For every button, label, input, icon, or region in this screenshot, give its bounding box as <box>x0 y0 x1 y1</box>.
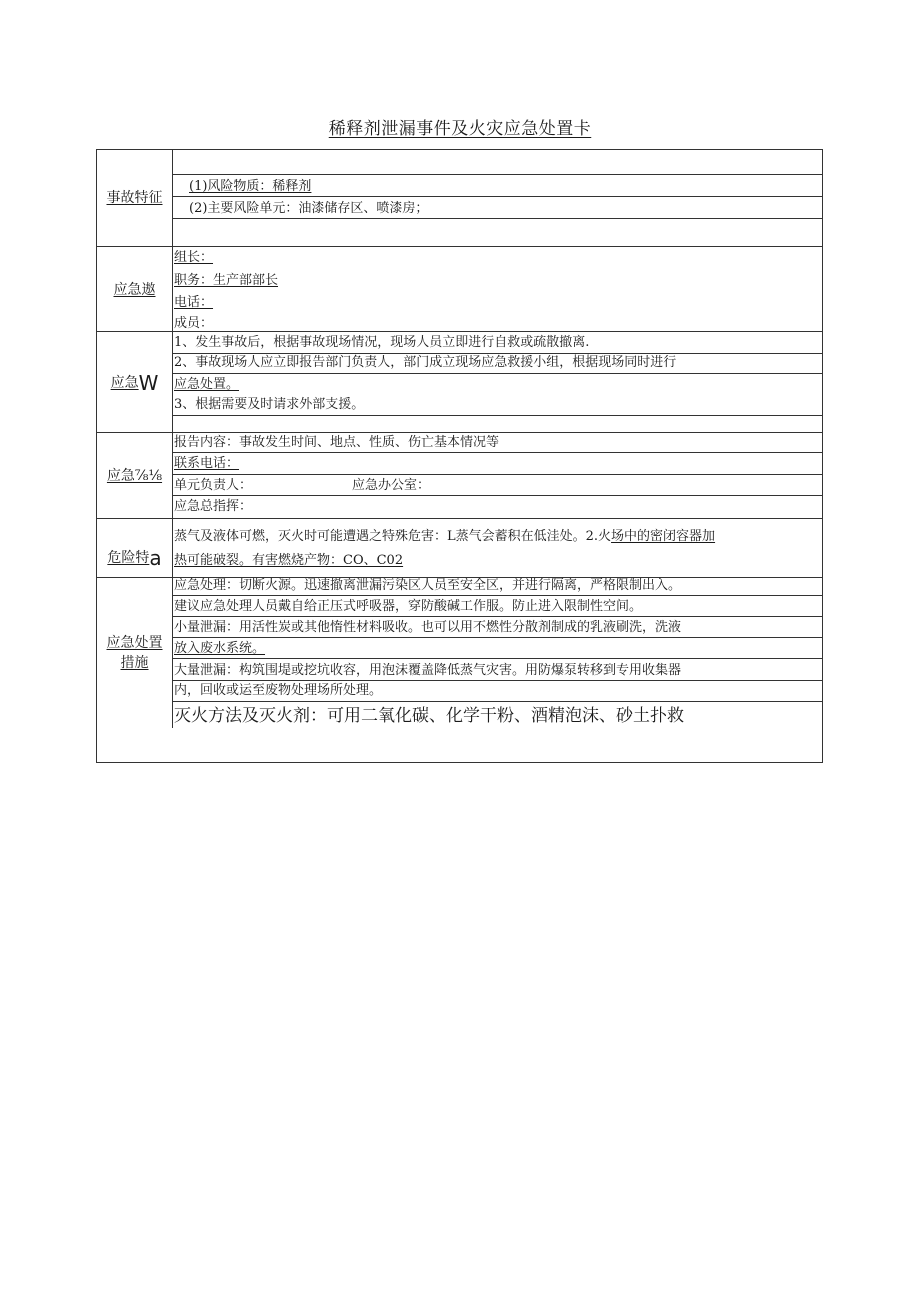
line-divider <box>173 616 822 617</box>
text-line: 单元负责人： 应急办公室： <box>174 478 431 493</box>
text-line: 3、根据需要及时请求外部支援。 <box>174 397 365 412</box>
section-label: 事故特征 <box>97 150 173 246</box>
line-divider <box>173 658 822 659</box>
text-line: 电话： <box>174 295 214 310</box>
line-divider <box>173 701 822 702</box>
text-line: 应急总指挥： <box>174 499 253 514</box>
section-label: 应急处置措施 <box>97 578 173 728</box>
text-line: 应急处理：切断火源。迅速撤离泄漏污染区人员至安全区，并进行隔离，严格限制出入。 <box>174 578 682 593</box>
line-divider <box>173 452 822 453</box>
text-line: 2、事故现场人应立即报告部门负责人，部门成立现场应急救援小组，根据现场同时进行 <box>174 355 677 370</box>
section-body <box>173 578 822 764</box>
text-line: 建议应急处理人员戴自给正压式呼吸器，穿防酸碱工作服。防止进入限制性空间。 <box>174 599 643 614</box>
text-line: (2)主要风险单元：油漆储存区、喷漆房； <box>189 201 429 216</box>
section-emergency-team <box>97 246 822 332</box>
line-divider <box>173 174 822 175</box>
line-divider <box>173 595 822 596</box>
section-emergency-measures <box>97 577 822 764</box>
line-divider <box>173 218 822 219</box>
text-line: 成员： <box>174 316 214 331</box>
section-emergency-response <box>97 331 822 433</box>
section-body <box>173 433 822 519</box>
emergency-card-table <box>96 149 823 763</box>
text-line: 组长： <box>174 250 214 265</box>
line-divider <box>173 495 822 496</box>
line-divider <box>173 474 822 475</box>
line-divider <box>173 415 822 416</box>
section-label: 应急 W <box>97 332 173 433</box>
text-line: 应急处置。 <box>174 377 240 392</box>
line-divider <box>173 680 822 681</box>
text-line: 放入废水系统。 <box>174 641 266 656</box>
section-label: 危险特 a <box>97 519 173 578</box>
section-body <box>173 519 822 578</box>
text-line: 蒸气及液体可燃，灭火时可能遭遇之特殊危害：L蒸气会蓄积在低洼处。2.火场中的密闭容器加 <box>174 529 716 544</box>
text-line: (1)风险物质：稀释剂 <box>189 179 312 194</box>
section-emergency-contact <box>97 432 822 519</box>
section-label: 应急⅞⅛ <box>97 433 173 519</box>
section-body <box>173 150 822 246</box>
text-line: 大量泄漏：构筑围堤或挖坑收容，用泡沫覆盖降低蒸气灾害。用防爆泵转移到专用收集器 <box>174 663 682 678</box>
section-body <box>173 247 822 332</box>
section-hazard-features <box>97 518 822 578</box>
section-accident-features <box>97 150 822 246</box>
line-divider <box>173 637 822 638</box>
text-line: 报告内容：事故发生时间、地点、性质、伤亡基本情况等 <box>174 435 500 450</box>
text-line: 灭火方法及灭火剂：可用二氧化碳、化学干粉、酒精泡沫、砂土扑救 <box>174 706 684 726</box>
section-body <box>173 332 822 433</box>
text-line: 联系电话： <box>174 456 240 471</box>
text-line: 内，回收或运至废物处理场所处理。 <box>174 683 383 698</box>
document-title: 稀释剂泄漏事件及火灾应急处置卡 <box>328 119 592 139</box>
text-line: 小量泄漏：用活性炭或其他惰性材料吸收。也可以用不燃性分散剂制成的乳液刷洗，洗液 <box>174 620 682 635</box>
line-divider <box>173 373 822 374</box>
line-divider <box>173 196 822 197</box>
text-line: 职务：生产部部长 <box>174 273 279 288</box>
section-label: 应急遨 <box>97 247 173 332</box>
text-line: 热可能破裂。有害燃烧产物：CO、C02 <box>174 553 404 568</box>
text-line: 1、发生事故后，根据事故现场情况，现场人员立即进行自救或疏散撤离. <box>174 335 590 350</box>
